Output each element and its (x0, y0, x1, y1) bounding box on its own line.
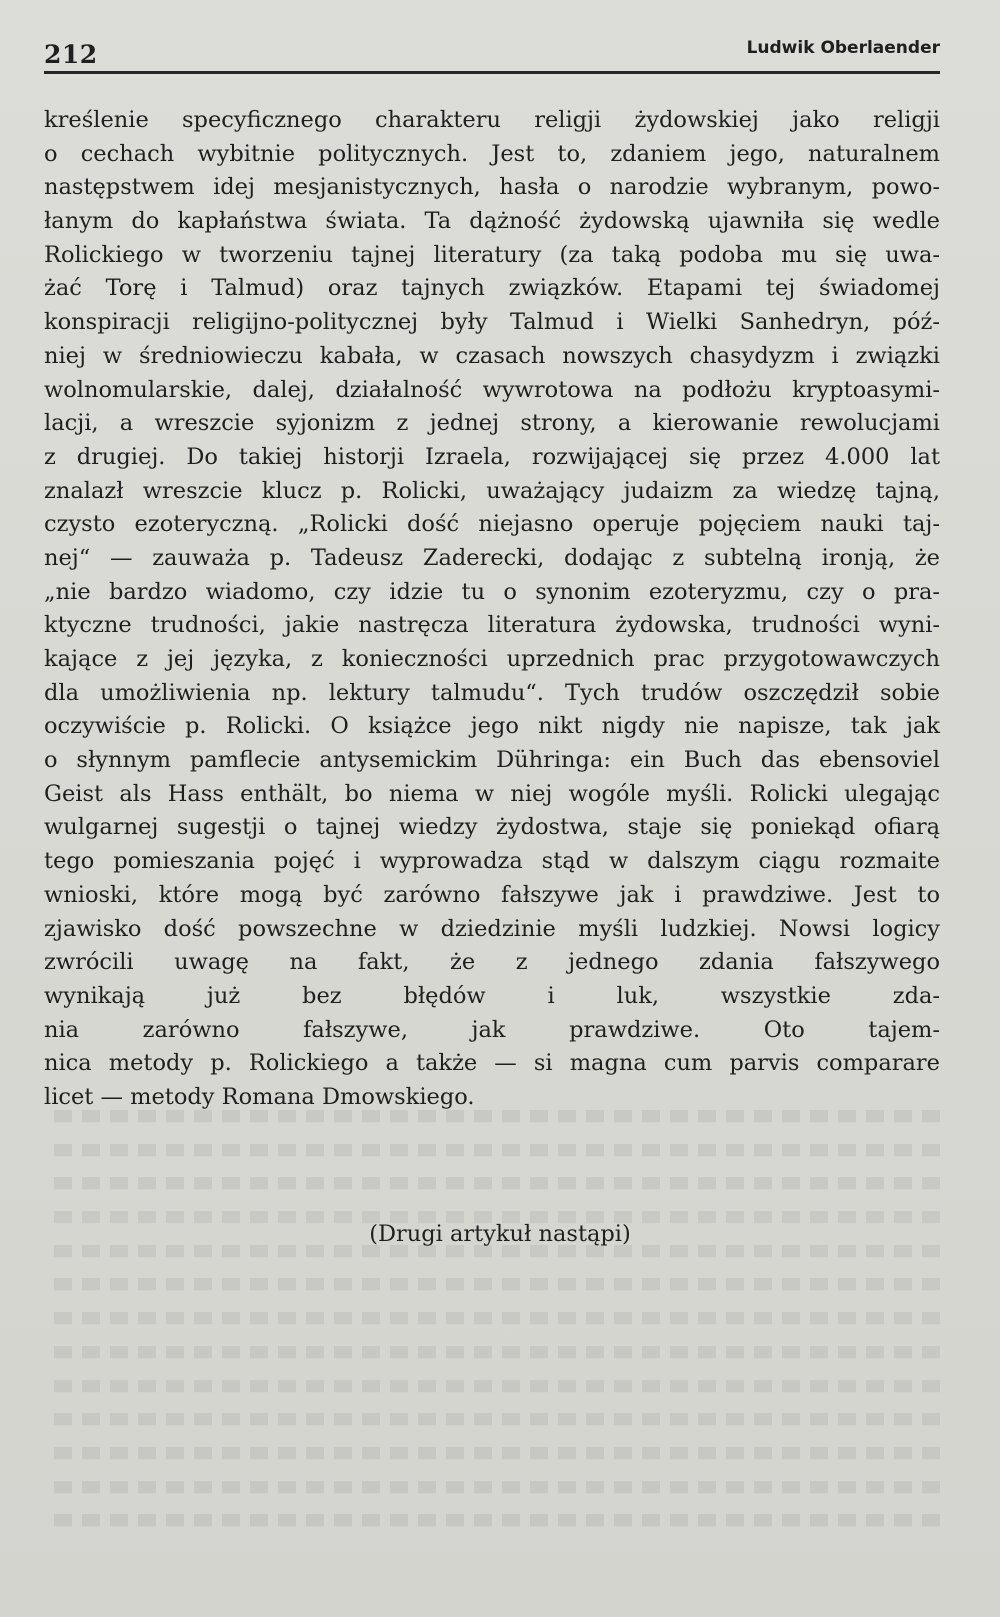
text-line: Rolickiego w tworzeniu tajnej literatury (za taką podoba mu się uwa- (44, 241, 940, 268)
text-line: nia zarówno fałszywe, jak prawdziwe. Oto tajem- (44, 1016, 940, 1043)
text-line: zjawisko dość powszechne w dziedzinie myśli ludzkiej. Nowsi logicy (44, 915, 940, 942)
text-line: kające z jej języka, z konieczności uprzednich prac przygotowawczych (44, 646, 940, 672)
text-line: z drugiej. Do takiej historji Izraela, rozwijającej się przez 4.000 lat (44, 443, 940, 470)
text-line: oczywiście p. Rolicki. O książce jego nikt nigdy nie napisze, tak jak (44, 713, 940, 740)
text-line: nej“ — zauważa p. Tadeusz Zaderecki, dodając z subtelną ironją, że (44, 544, 940, 571)
text-line: wolnomularskie, dalej, działalność wywrotowa na podłożu kryptoasymi- (44, 376, 940, 403)
text-line: lacji, a wreszcie syjonizm z jednej strony, a kierowanie rewolucjami (44, 410, 940, 437)
show-through-text (44, 1110, 940, 1580)
text-line: o słynnym pamflecie antysemickim Dühringa: ein Buch das ebensoviel (44, 747, 940, 774)
page-header (44, 28, 940, 70)
text-line: tego pomieszania pojęć i wyprowadza stąd w dalszym ciągu rozmaite (44, 848, 940, 875)
text-line: żać Torę i Talmud) oraz tajnych związków. Etapami tej świadomej (44, 275, 940, 302)
text-line: licet — metody Romana Dmowskiego. (44, 1083, 475, 1110)
header-rule (44, 71, 940, 74)
text-line: nica metody p. Rolickiego a także — si magna cum parvis comparare (44, 1050, 940, 1077)
text-line: Geist als Hass enthält, bo niema w niej wogóle myśli. Rolicki ulegając (44, 780, 940, 807)
running-head: Ludwik Oberlaender (746, 38, 940, 58)
text-line: o cechach wybitnie politycznych. Jest to, zdaniem jego, naturalnem (44, 140, 940, 167)
text-line: znalazł wreszcie klucz p. Rolicki, uważający judaizm za wiedzę tajną, (44, 477, 940, 504)
text-line: zwrócili uwagę na fakt, że z jednego zdania fałszywego (44, 949, 940, 976)
text-line: czysto ezoteryczną. „Rolicki dość niejasno operuje pojęciem nauki taj- (44, 511, 940, 538)
page-number: 212 (44, 40, 98, 69)
text-line: wulgarnej sugestji o tajnej wiedzy żydostwa, staje się poniekąd ofiarą (44, 814, 940, 841)
article-body (44, 104, 940, 1115)
text-line: wnioski, które mogą być zarówno fałszywe jak i prawdziwe. Jest to (44, 881, 940, 908)
text-line: „nie bardzo wiadomo, czy idzie tu o synonim ezoteryzmu, czy o pra- (44, 578, 940, 605)
text-line: ktyczne trudności, jakie nastręcza literatura żydowska, trudności wyni- (44, 612, 940, 639)
text-line: kreślenie specyficznego charakteru religji żydowskiej jako religji (44, 107, 940, 133)
text-line: następstwem idej mesjanistycznych, hasła o narodzie wybranym, powo- (44, 174, 940, 201)
continuation-note: (Drugi artykuł nastąpi) (369, 1221, 631, 1247)
text-line: łanym do kapłaństwa świata. Ta dążność żydowską ujawniła się wedle (44, 208, 940, 235)
text-line: wynikają już bez błędów i luk, wszystkie zda- (44, 982, 940, 1009)
text-line: konspiracji religijno-politycznej były Talmud i Wielki Sanhedryn, póź- (44, 309, 940, 336)
text-line: dla umożliwienia np. lektury talmudu“. Tych trudów oszczędził sobie (44, 679, 940, 706)
text-line: niej w średniowieczu kabała, w czasach nowszych chasydyzm i związki (44, 342, 940, 369)
